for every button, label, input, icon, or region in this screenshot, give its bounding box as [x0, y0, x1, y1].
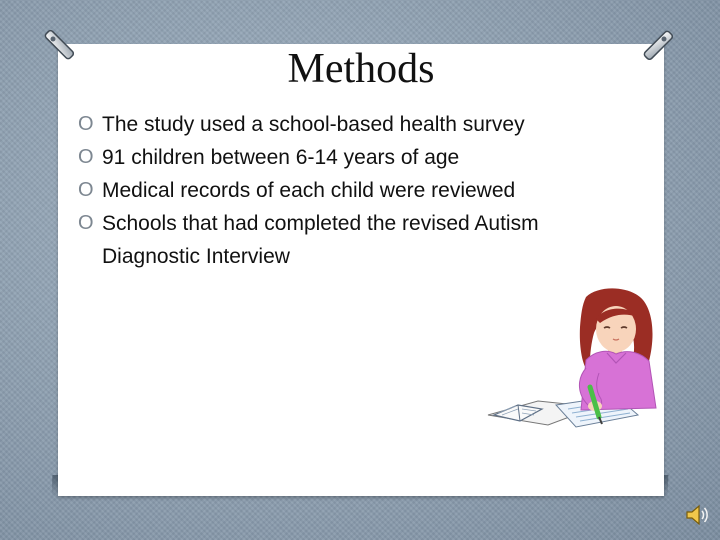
bullet-item [78, 141, 638, 174]
bullet-list [78, 108, 638, 273]
bullet-item [78, 207, 638, 273]
bullet-text: The study used a school-based health survey [102, 113, 525, 136]
bullet-marker: O [78, 113, 94, 135]
bullet-marker: O [78, 146, 94, 168]
bullet-item [78, 108, 638, 141]
bullet-text: Medical records of each child were reviewed [102, 179, 516, 202]
bullet-text: 91 children between 6-14 years of age [102, 146, 460, 169]
bullet-marker: O [78, 212, 94, 234]
bullet-marker: O [78, 179, 94, 201]
girl-writing-illustration [478, 285, 668, 445]
slide-title: Methods [287, 46, 435, 92]
bullet-item [78, 174, 638, 207]
bullet-text: Schools that had completed the revised Autism Diagnostic Interview [102, 212, 539, 268]
speaker-icon[interactable] [682, 500, 712, 530]
